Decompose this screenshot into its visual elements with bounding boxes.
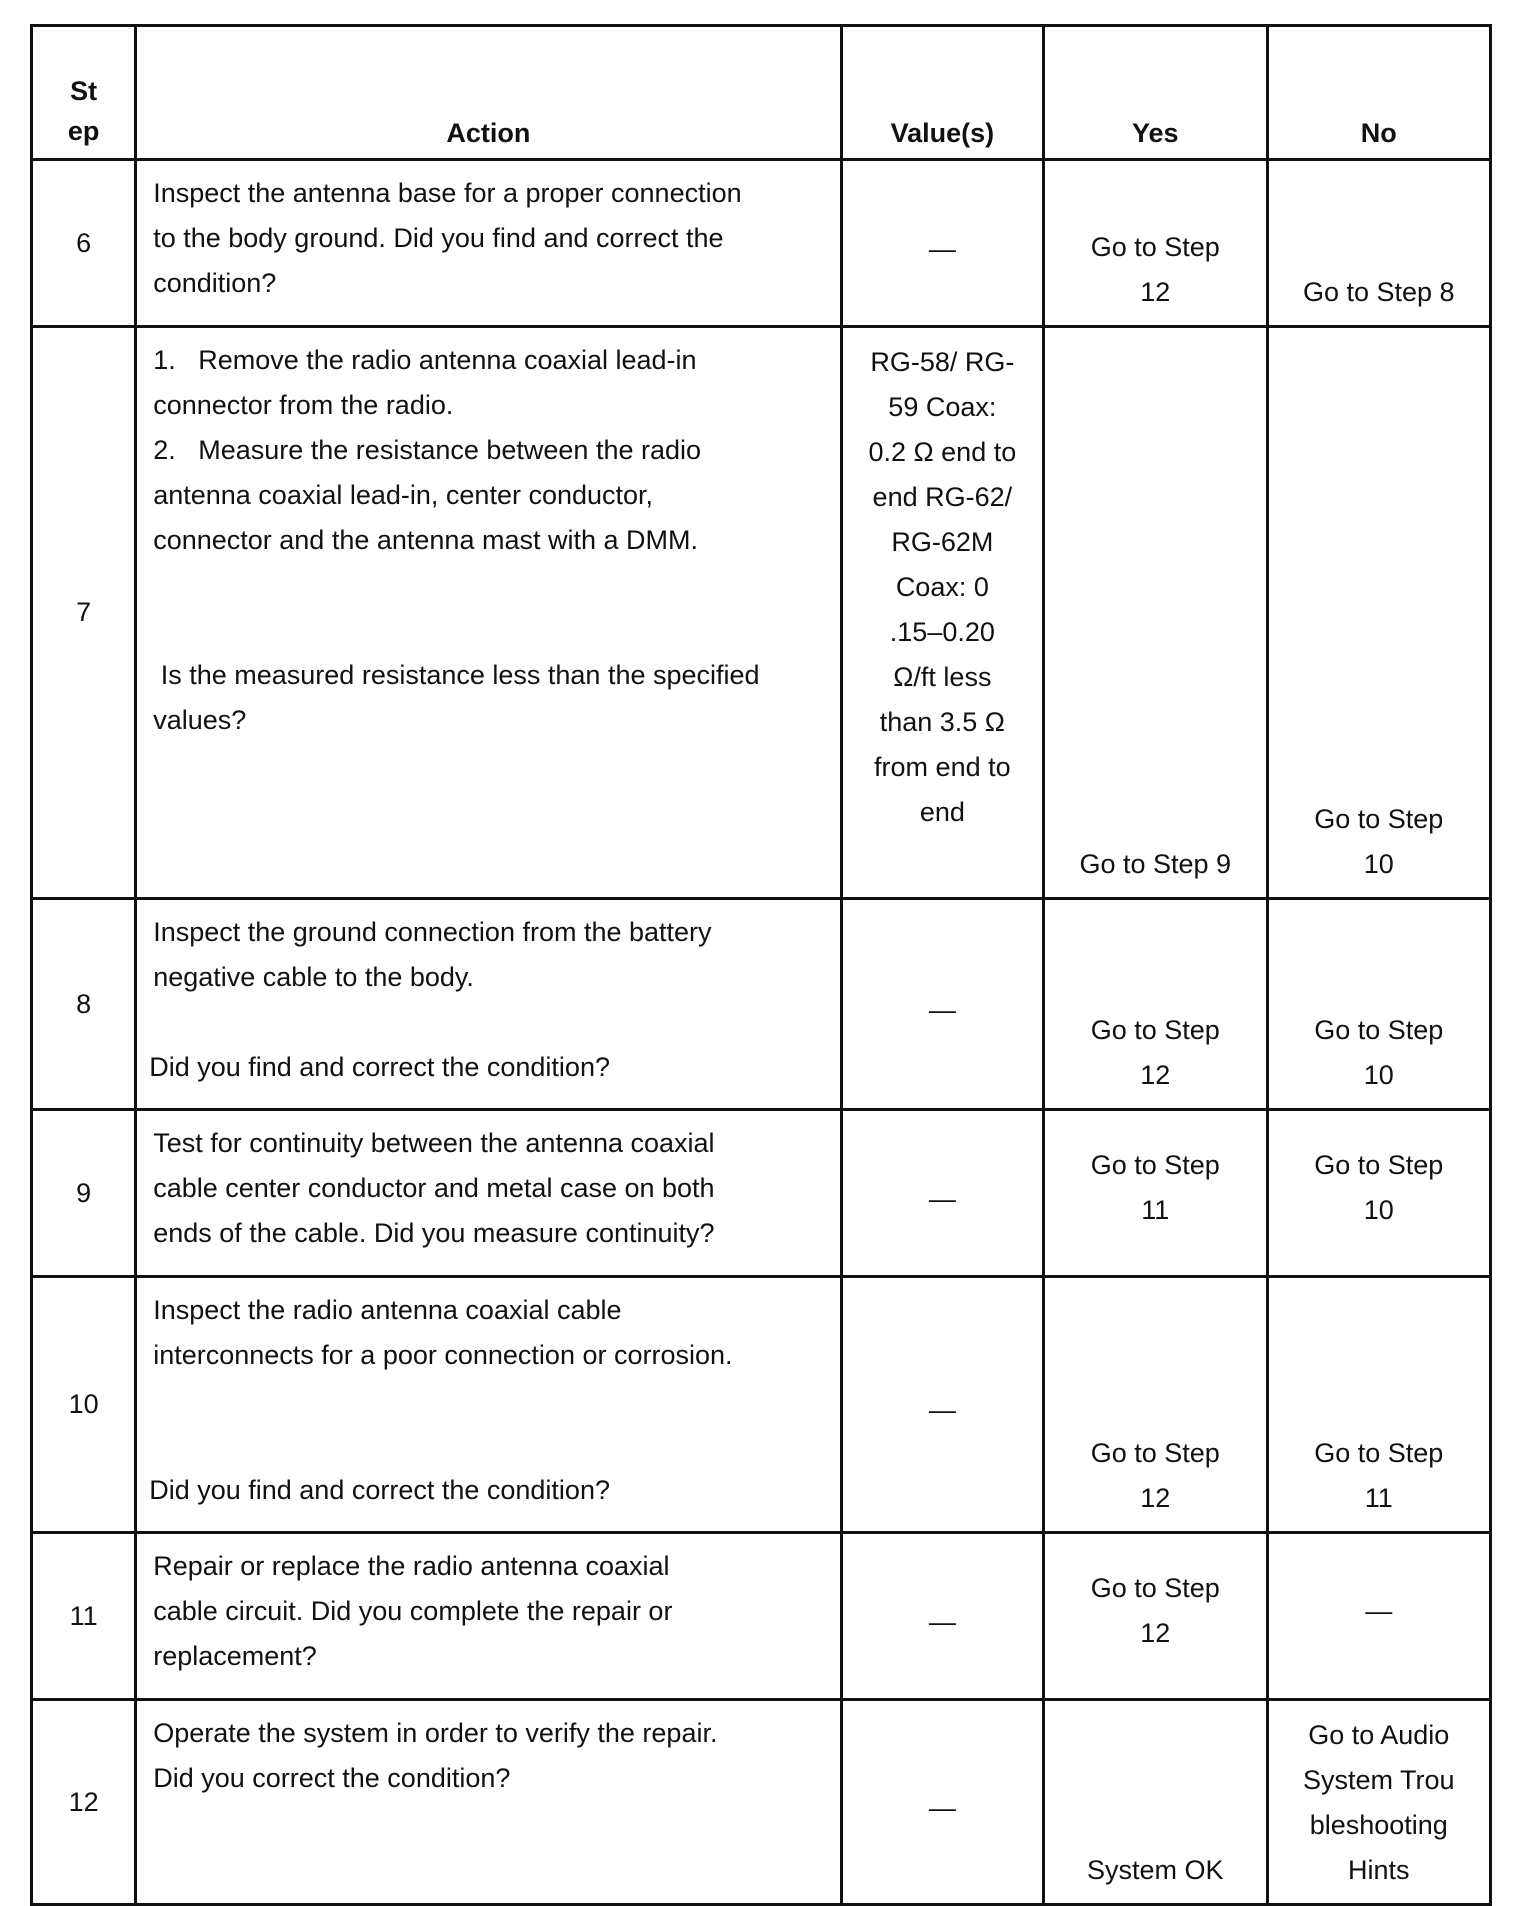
action-line: Inspect the ground connection from the battery bbox=[153, 917, 712, 947]
no-cell: Go to Step 8 bbox=[1267, 160, 1491, 327]
action-line: Operate the system in order to verify the repair. bbox=[153, 1718, 718, 1748]
yes-cell: Go to Step 12 bbox=[1044, 160, 1267, 327]
action-cell bbox=[136, 1700, 841, 1905]
action-line: cable center conductor and metal case on both bbox=[153, 1173, 715, 1203]
value-cell: — bbox=[841, 1533, 1043, 1700]
step-number: 10 bbox=[32, 1277, 136, 1533]
value-cell: — bbox=[841, 899, 1043, 1110]
action-cell bbox=[136, 1533, 841, 1700]
action-line: to the body ground. Did you find and correct the bbox=[153, 223, 724, 253]
no-cell: Go to Step 11 bbox=[1267, 1277, 1491, 1533]
question-line: Is the measured resistance less than the specified bbox=[153, 660, 760, 690]
action-line: Repair or replace the radio antenna coaxial bbox=[153, 1551, 670, 1581]
step-number: 12 bbox=[32, 1700, 136, 1905]
action-line: negative cable to the body. bbox=[153, 962, 474, 992]
value-cell: — bbox=[841, 160, 1043, 327]
table-row bbox=[32, 160, 1491, 327]
step-number: 7 bbox=[32, 327, 136, 899]
action-cell bbox=[136, 899, 841, 1110]
table-row bbox=[32, 1533, 1491, 1700]
action-cell bbox=[136, 1277, 841, 1533]
action-line: 2. Measure the resistance between the radio bbox=[153, 435, 702, 465]
value-cell: — bbox=[841, 1277, 1043, 1533]
action-line: Inspect the radio antenna coaxial cable bbox=[153, 1295, 622, 1325]
header-no: No bbox=[1267, 26, 1491, 160]
step-number: 11 bbox=[32, 1533, 136, 1700]
action-cell bbox=[136, 1110, 841, 1277]
action-line: connector from the radio. bbox=[153, 390, 454, 420]
step-number: 6 bbox=[32, 160, 136, 327]
action-cell bbox=[136, 160, 841, 327]
header-action: Action bbox=[136, 26, 841, 160]
action-line: Did you correct the condition? bbox=[153, 1763, 511, 1793]
yes-cell: Go to Step 11 bbox=[1044, 1110, 1267, 1277]
diagnostic-table bbox=[30, 24, 1492, 1906]
action-line: Test for continuity between the antenna coaxial bbox=[153, 1128, 715, 1158]
header-row bbox=[32, 26, 1491, 160]
yes-cell: Go to Step 12 bbox=[1044, 1533, 1267, 1700]
value-cell: — bbox=[841, 1700, 1043, 1905]
table-row bbox=[32, 1277, 1491, 1533]
action-line: replacement? bbox=[153, 1641, 317, 1671]
value-cell: RG-58/ RG-59 Coax: 0.2 Ω end to end RG-62/ RG-62M Coax: 0 .15–0.20 Ω/ft less than 3.5 Ω from end to end bbox=[841, 327, 1043, 899]
action-line: cable circuit. Did you complete the repair or bbox=[153, 1596, 673, 1626]
table-row bbox=[32, 899, 1491, 1110]
header-step: St ep bbox=[32, 26, 136, 160]
action-line: condition? bbox=[153, 268, 277, 298]
no-cell: Go to Step 10 bbox=[1267, 327, 1491, 899]
value-cell: — bbox=[841, 1110, 1043, 1277]
table-row bbox=[32, 1110, 1491, 1277]
action-line: connector and the antenna mast with a DMM. bbox=[153, 525, 698, 555]
table-row bbox=[32, 1700, 1491, 1905]
question-line: Did you find and correct the condition? bbox=[149, 1475, 610, 1505]
yes-cell: Go to Step 12 bbox=[1044, 1277, 1267, 1533]
step-number: 8 bbox=[32, 899, 136, 1110]
no-cell: Go to Step 10 bbox=[1267, 1110, 1491, 1277]
action-line: Inspect the antenna base for a proper connection bbox=[153, 178, 742, 208]
yes-cell: System OK bbox=[1044, 1700, 1267, 1905]
header-values: Value(s) bbox=[841, 26, 1043, 160]
no-cell: Go to Audio System Troubleshooting Hints bbox=[1267, 1700, 1491, 1905]
question-line: Did you find and correct the condition? bbox=[149, 1052, 610, 1082]
table-row bbox=[32, 327, 1491, 899]
question-line: values? bbox=[153, 705, 247, 735]
action-line: antenna coaxial lead-in, center conductor, bbox=[153, 480, 654, 510]
yes-cell: Go to Step 9 bbox=[1044, 327, 1267, 899]
no-cell: — bbox=[1267, 1533, 1491, 1700]
header-yes: Yes bbox=[1044, 26, 1267, 160]
action-cell bbox=[136, 327, 841, 899]
step-number: 9 bbox=[32, 1110, 136, 1277]
action-line: 1. Remove the radio antenna coaxial lead-in bbox=[153, 345, 697, 375]
action-line: ends of the cable. Did you measure continuity? bbox=[153, 1218, 715, 1248]
no-cell: Go to Step 10 bbox=[1267, 899, 1491, 1110]
yes-cell: Go to Step 12 bbox=[1044, 899, 1267, 1110]
action-line: interconnects for a poor connection or corrosion. bbox=[153, 1340, 733, 1370]
